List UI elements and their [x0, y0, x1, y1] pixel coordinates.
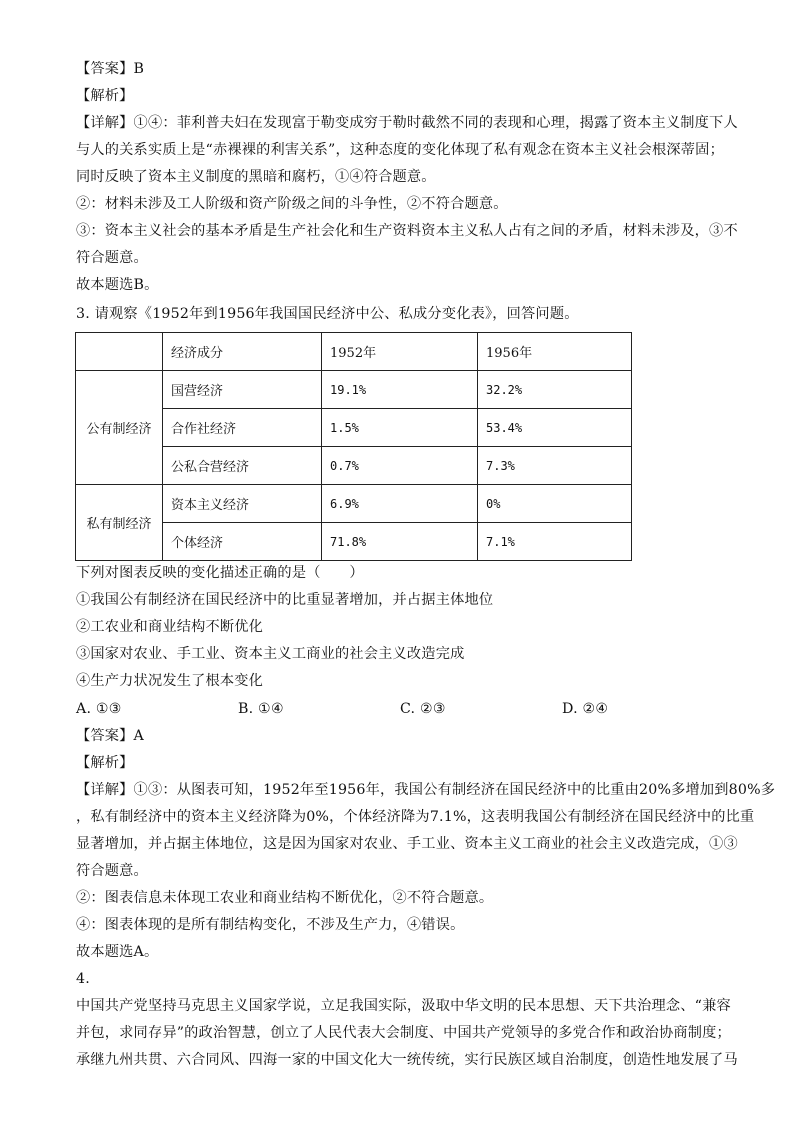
detail-line: 【详解】①④：菲利普夫妇在发现富于勒变成穷于勒时截然不同的表现和心理，揭露了资本主义制度下人: [76, 115, 738, 131]
answer-label: 【答案】B: [76, 61, 145, 77]
table-header-cell: 1956年: [478, 333, 632, 371]
table-cell: 32.2%: [478, 371, 632, 409]
option-c[interactable]: C. ②③: [400, 701, 446, 717]
table-cell: 资本主义经济: [163, 485, 322, 523]
table-cell: 1.5%: [322, 409, 478, 447]
detail-line: 故本题选A。: [76, 944, 159, 960]
option-a[interactable]: A. ①③: [76, 701, 122, 717]
group-label-private: 私有制经济: [76, 485, 163, 561]
question-stem: 3. 请观察《1952年到1956年我国国民经济中公、私成分变化表》，回答问题。: [76, 306, 579, 322]
statement-item: ②工农业和商业结构不断优化: [76, 619, 264, 635]
economy-composition-table: [75, 332, 632, 561]
table-row: [76, 371, 632, 409]
detail-line: 符合题意。: [76, 863, 148, 879]
question-text-line: 并包，求同存异”的政治智慧，创立了人民代表大会制度、中国共产党领导的多党合作和政治协商制度；: [76, 1025, 731, 1041]
table-cell: 7.1%: [478, 523, 632, 561]
table-cell: 国营经济: [163, 371, 322, 409]
table-header-cell: 经济成分: [163, 333, 322, 371]
detail-line: 【详解】①③：从图表可知，1952年至1956年，我国公有制经济在国民经济中的比重由20%多增加到80%多: [76, 782, 776, 798]
statement-item: ④生产力状况发生了根本变化: [76, 673, 264, 689]
table-cell: 0%: [478, 485, 632, 523]
detail-line: 故本题选B。: [76, 277, 159, 293]
table-cell: 71.8%: [322, 523, 478, 561]
table-header-cell: 1952年: [322, 333, 478, 371]
table-cell: 0.7%: [322, 447, 478, 485]
statement-item: ③国家对农业、手工业、资本主义工商业的社会主义改造完成: [76, 646, 465, 662]
detail-line: ③：资本主义社会的基本矛盾是生产社会化和生产资料资本主义私人占有之间的矛盾，材料未涉及，③不: [76, 223, 738, 239]
detail-line: 显著增加，并占据主体地位，这是因为国家对农业、手工业、资本主义工商业的社会主义改造完成，①③: [76, 836, 738, 852]
question-prompt: 下列对图表反映的变化描述正确的是（ ）: [76, 565, 364, 581]
table-row: [76, 485, 632, 523]
table-header-row: [76, 333, 632, 371]
answer-label: 【答案】A: [76, 728, 144, 744]
table-cell: 合作社经济: [163, 409, 322, 447]
table-cell: 6.9%: [322, 485, 478, 523]
detail-line: ④：图表体现的是所有制结构变化，不涉及生产力，④错误。: [76, 917, 465, 933]
detail-line: ，私有制经济中的资本主义经济降为0%，个体经济降为7.1%，这表明我国公有制经济在国民经济中的比重: [76, 809, 755, 825]
statement-item: ①我国公有制经济在国民经济中的比重显著增加，并占据主体地位: [76, 592, 494, 608]
analysis-label: 【解析】: [76, 88, 134, 104]
table-cell: 公私合营经济: [163, 447, 322, 485]
table-corner-cell: [76, 333, 163, 371]
option-d[interactable]: D. ②④: [562, 701, 609, 717]
detail-line: 符合题意。: [76, 250, 148, 266]
question-number: 4.: [76, 971, 90, 987]
detail-line: ②：图表信息未体现工农业和商业结构不断优化，②不符合题意。: [76, 890, 494, 906]
table-cell: 19.1%: [322, 371, 478, 409]
detail-line: ②：材料未涉及工人阶级和资产阶级之间的斗争性，②不符合题意。: [76, 196, 508, 212]
table-cell: 个体经济: [163, 523, 322, 561]
analysis-label: 【解析】: [76, 755, 134, 771]
group-label-public: 公有制经济: [76, 371, 163, 485]
detail-line: 同时反映了资本主义制度的黑暗和腐朽，①④符合题意。: [76, 169, 436, 185]
table-cell: 7.3%: [478, 447, 632, 485]
question-text-line: 中国共产党坚持马克思主义国家学说，立足我国实际，汲取中华文明的民本思想、天下共治理念、“兼容: [76, 998, 731, 1014]
table-cell: 53.4%: [478, 409, 632, 447]
option-b[interactable]: B. ①④: [238, 701, 284, 717]
question-text-line: 承继九州共贯、六合同风、四海一家的中国文化大一统传统，实行民族区域自治制度，创造性地发展了马: [76, 1052, 738, 1068]
detail-line: 与人的关系实质上是“赤裸裸的利害关系”，这种态度的变化体现了私有观念在资本主义社会根深蒂固；: [76, 142, 724, 158]
